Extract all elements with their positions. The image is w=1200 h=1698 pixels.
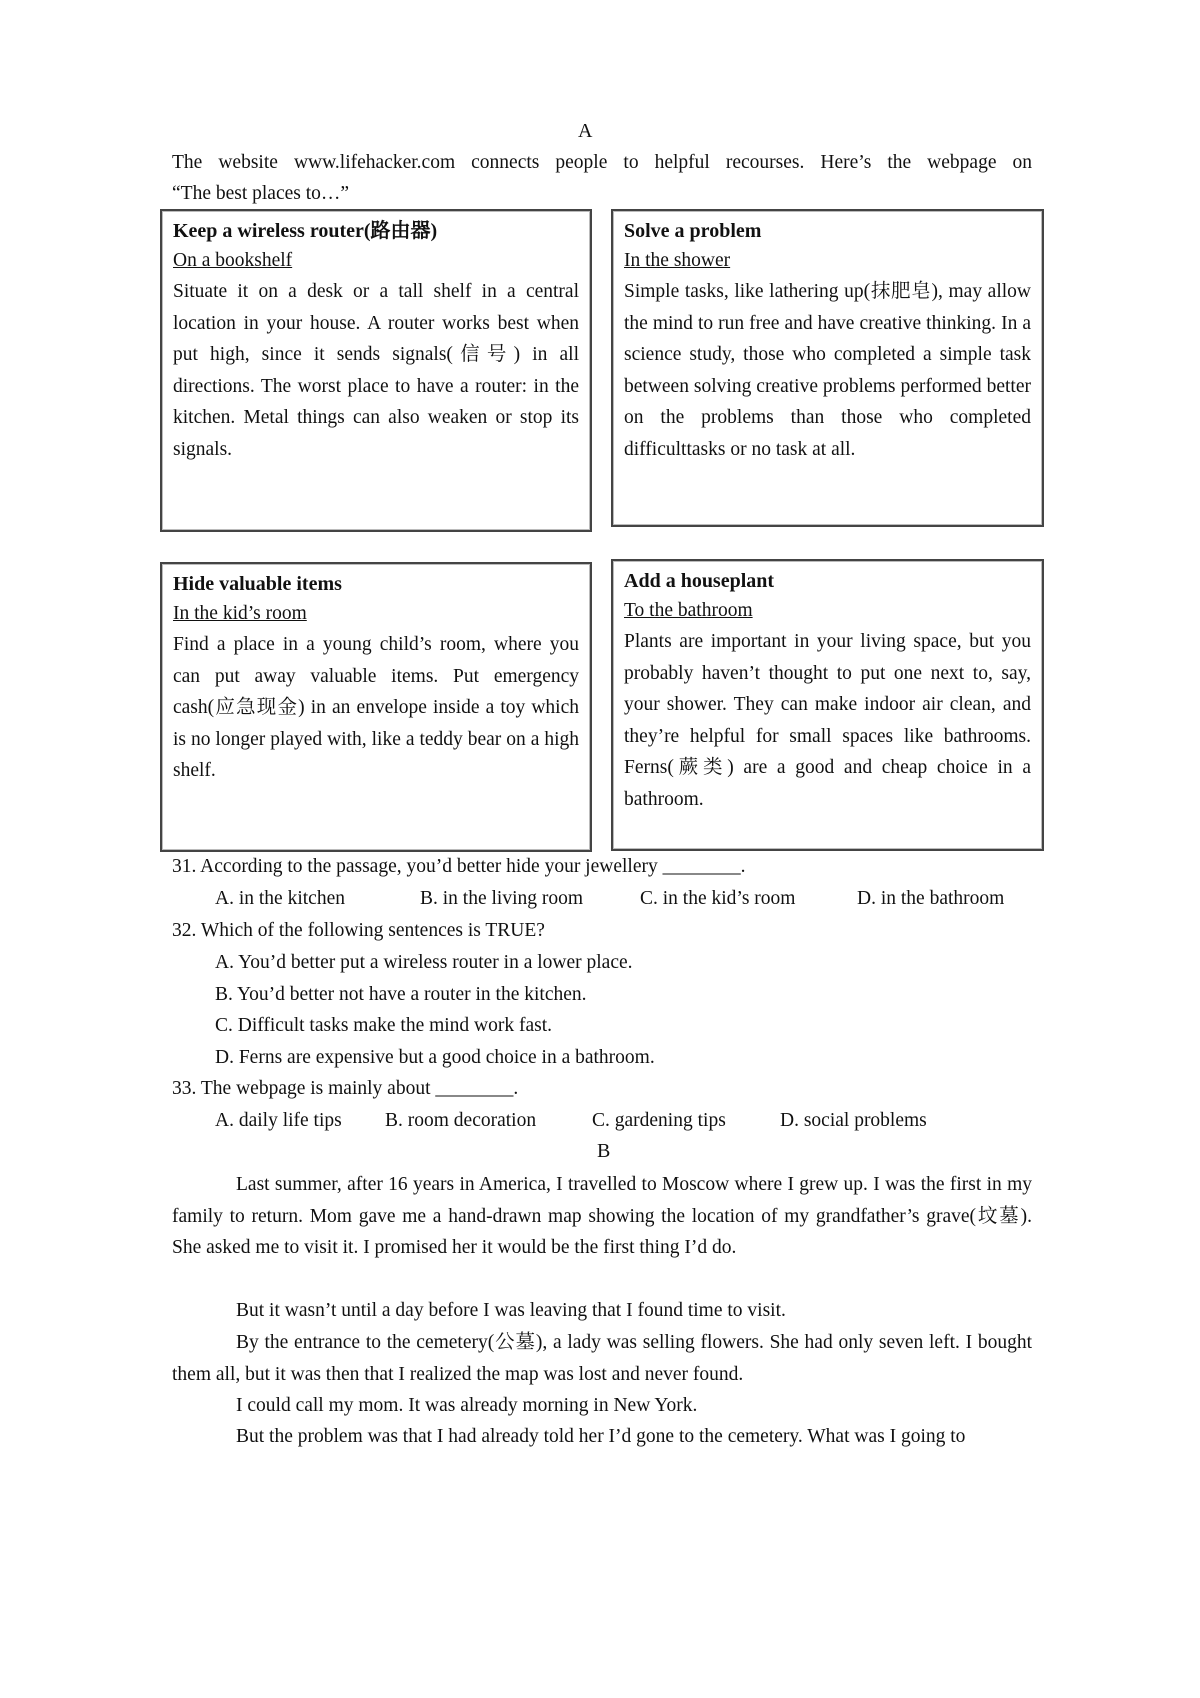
q31-option-c: C. in the kid’s room bbox=[640, 888, 796, 909]
section-a-letter: A bbox=[578, 120, 593, 142]
tip-title: Add a houseplant bbox=[624, 570, 775, 592]
q33-option-c: C. gardening tips bbox=[592, 1110, 726, 1131]
passage-paragraph-3: By the entrance to the cemetery(公墓), a lady was selling flowers. She had only seven left. I bought them all, but it was then that I realized the map was lost and never found. bbox=[172, 1332, 1032, 1385]
q32-option-d: D. Ferns are expensive but a good choice in a bathroom. bbox=[215, 1047, 655, 1068]
passage-paragraph-2: But it wasn’t until a day before I was leaving that I found time to visit. bbox=[236, 1300, 786, 1321]
tip-body: Situate it on a desk or a tall shelf in a central location in your house. A router works best when put high, since it sends signals(信号) in all directions. The worst place to have a router: in the kitchen. Metal things can also weaken or stop its signals. bbox=[173, 281, 579, 460]
section-b-letter: B bbox=[597, 1140, 611, 1162]
q31-option-b: B. in the living room bbox=[420, 888, 584, 909]
tip-title: Solve a problem bbox=[624, 220, 762, 242]
passage-paragraph-1: Last summer, after 16 years in America, I travelled to Moscow where I grew up. I was the first in my family to return. Mom gave me a hand-drawn map showing the location of my grandfather’s grave(坟墓). She asked me to visit it. I promised her it would be the first thing I’d do. bbox=[172, 1174, 1032, 1259]
tip-box-valuables bbox=[160, 562, 592, 852]
q31-option-a: A. in the kitchen bbox=[215, 888, 345, 909]
tip-body: Find a place in a young child’s room, where you can put away valuable items. Put emergency cash(应急现金) in an envelope inside a toy which is no longer played with, like a teddy bear on a high shelf. bbox=[173, 634, 579, 782]
q33-option-b: B. room decoration bbox=[385, 1110, 537, 1131]
tip-subtitle: In the shower bbox=[624, 250, 731, 271]
q32-option-a: A. You’d better put a wireless router in a lower place. bbox=[215, 952, 633, 973]
tip-box-houseplant bbox=[611, 559, 1044, 851]
passage-paragraph-5: But the problem was that I had already told her I’d gone to the cemetery. What was I going to bbox=[236, 1426, 966, 1447]
tip-body: Simple tasks, like lathering up(抹肥皂), may allow the mind to run free and have creative thinking. In a science study, those who completed a simple task between solving creative problems performed better on the problems than those who completed difficulttasks or no task at all. bbox=[624, 281, 1031, 460]
intro-line-1: The website www.lifehacker.com connects people to helpful recourses. Here’s the webpage on bbox=[172, 152, 1032, 173]
q33-option-d: D. social problems bbox=[780, 1110, 927, 1131]
tip-title: Hide valuable items bbox=[173, 573, 342, 595]
q32-option-c: C. Difficult tasks make the mind work fast. bbox=[215, 1015, 553, 1036]
q31-option-d: D. in the bathroom bbox=[857, 888, 1005, 909]
q33-option-a: A. daily life tips bbox=[215, 1110, 342, 1131]
tip-subtitle: In the kid’s room bbox=[173, 603, 307, 624]
intro-line-2: “The best places to…” bbox=[172, 183, 350, 204]
tip-title: Keep a wireless router(路由器) bbox=[173, 220, 438, 242]
passage-paragraph-4: I could call my mom. It was already morning in New York. bbox=[236, 1395, 698, 1416]
question-33: 33. The webpage is mainly about ________. bbox=[172, 1078, 519, 1099]
tip-body: Plants are important in your living space, but you probably haven’t thought to put one next to, say, your shower. They can make indoor air clean, and they’re helpful for small spaces like bathrooms. Ferns(蕨类) are a good and cheap choice in a bathroom. bbox=[624, 631, 1031, 810]
tip-box-router bbox=[160, 209, 592, 532]
q32-option-b: B. You’d better not have a router in the kitchen. bbox=[215, 984, 587, 1005]
question-31: 31. According to the passage, you’d better hide your jewellery ________. bbox=[172, 856, 746, 877]
tip-subtitle: To the bathroom bbox=[624, 600, 753, 621]
tip-box-problem bbox=[611, 209, 1044, 527]
tip-subtitle: On a bookshelf bbox=[173, 250, 293, 271]
question-32: 32. Which of the following sentences is TRUE? bbox=[172, 920, 545, 941]
